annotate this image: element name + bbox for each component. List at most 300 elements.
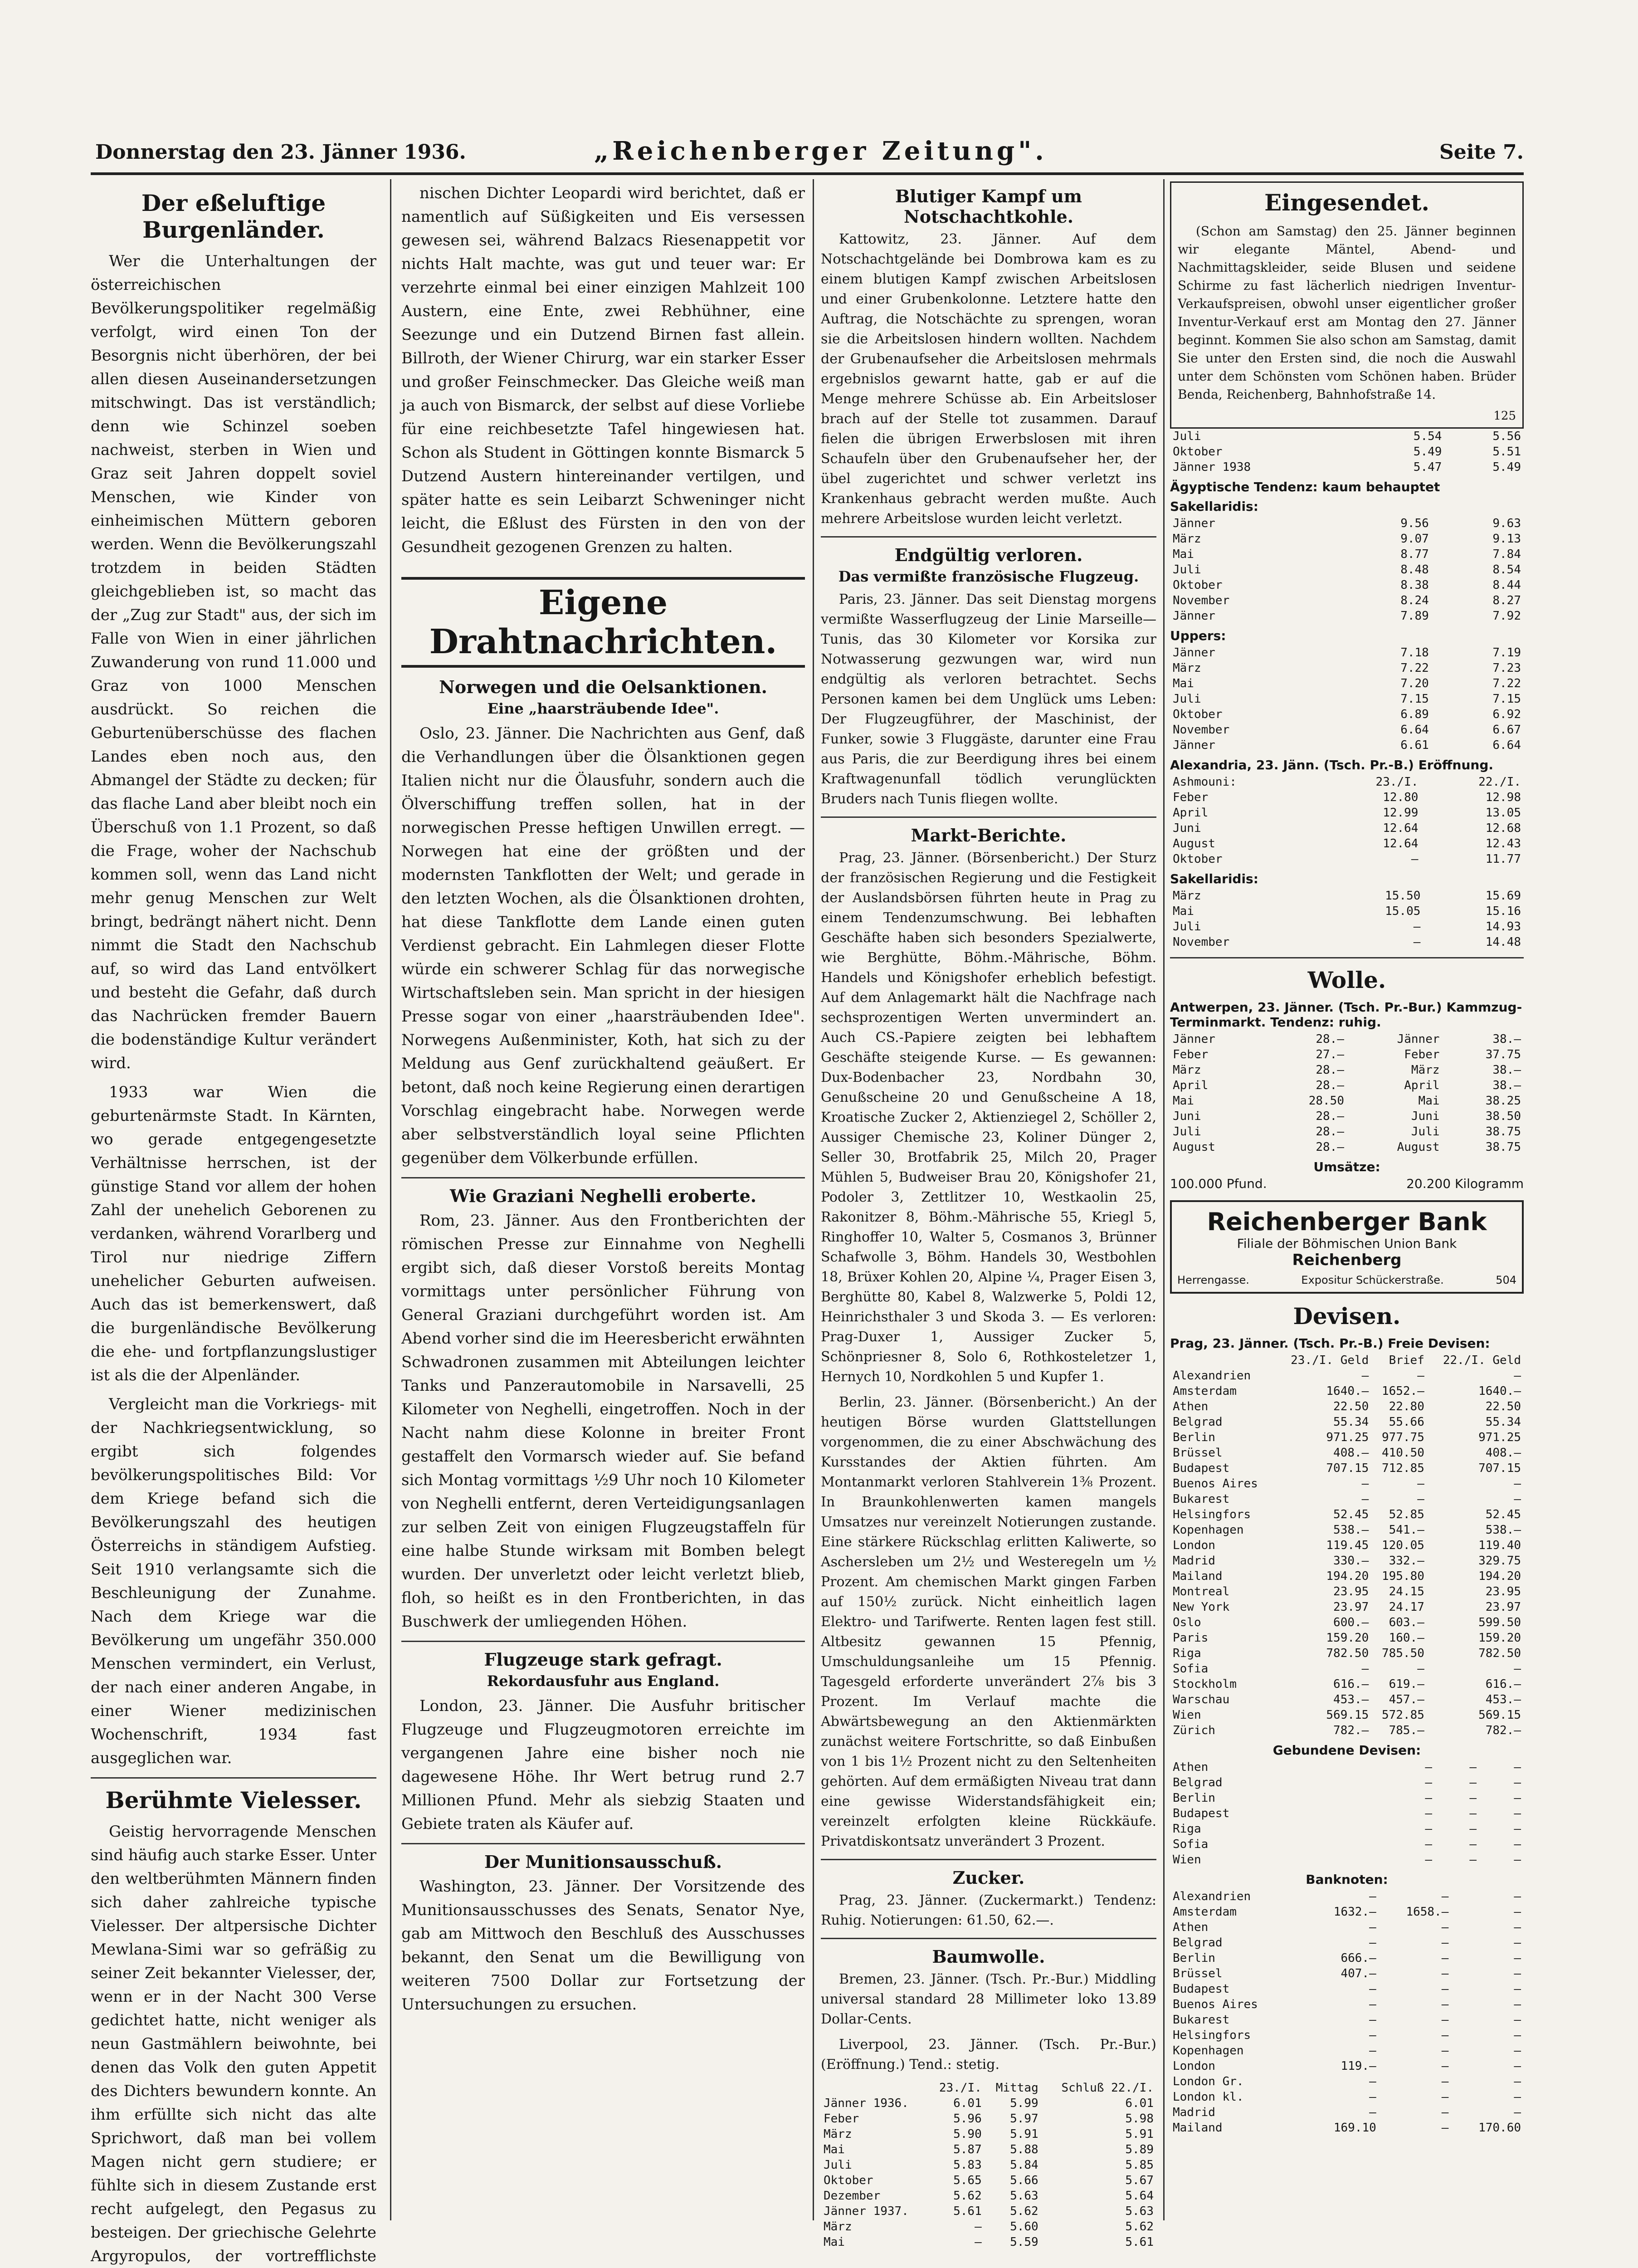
table-row: [1170, 1062, 1524, 1078]
table-cell: 7.23: [1492, 661, 1521, 675]
table-cell: 159.20: [1478, 1631, 1521, 1645]
ad-title: Reichenberger Bank: [1207, 1207, 1487, 1236]
table-row: [1170, 919, 1524, 934]
article-paragraph: Paris, 23. Jänner. Das seit Dienstag morgens vermißte Wasserflugzeug der Linie Marseille—Tunis, das 30 Kilometer vor Korsika zur Notwasserung gezwungen war, wird nun endgültig als verloren betrachtet. Sechs Personen kamen bei dem Unglück ums Leben: Der Flugzeugführer, der Maschinist, der Funker, sowie 3 Fluggäste, darunter eine Frau aus Paris, die zur Beerdigung ihres bei einem Kraftwagenunfall tödlich verunglückten Bruders nach Tunis fliegen wollte.: [821, 591, 1156, 807]
table-cell: 28.—: [1316, 1063, 1344, 1077]
table-row: [1170, 2105, 1524, 2120]
table-cell: —: [1369, 1982, 1376, 1996]
table-cell: 5.90: [953, 2127, 982, 2141]
table-row: [1170, 1646, 1524, 1661]
table-cell: 408.—: [1333, 1446, 1369, 1460]
table-cell: —: [1441, 1982, 1449, 1996]
eingesendet-text: (Schon am Samstag) den 25. Jänner beginnen wir elegante Mäntel, Abend- und Nachmittagskleider, seide Blusen und seidene Schirme zu fast lächerlich niedrigen Inventur-Verkaufspreisen, obwohl unser eigentlicher großer Inventur-Verkauf erst am Montag den 27. Jänner beginnt. Kommen Sie also schon am Samstag, damit Sie unter den Ersten sind, die noch die Auswahl unter dem Schönsten vom Schönen haben. Brüder Benda, Reichenberg, Bahnhofstraße 14.: [1178, 224, 1516, 402]
table-cell: 329.75: [1478, 1554, 1521, 1568]
cotton-row: [821, 2157, 1156, 2173]
table-cell: 23.95: [1333, 1585, 1369, 1598]
cotton-row: [821, 2234, 1156, 2250]
table-cell: Juni: [1173, 1110, 1201, 1123]
table-cell: Madrid: [1173, 1554, 1215, 1568]
egypt-header: Ägyptische Tendenz: kaum behauptet: [1170, 479, 1440, 494]
eingesendet-title: Eingesendet.: [1264, 189, 1429, 216]
column-divider: [1163, 179, 1165, 2220]
section-rule: [401, 1177, 805, 1178]
table-row: [1170, 1078, 1524, 1093]
article-title: Baumwolle.: [932, 1946, 1045, 1967]
article-title: Der Munitionsausschuß.: [484, 1852, 722, 1872]
table-cell: —: [1369, 2044, 1376, 2058]
table-cell: —: [1514, 1662, 1521, 1676]
table-cell: —: [1417, 1492, 1424, 1506]
table-cell: 977.75: [1381, 1431, 1424, 1444]
table-cell: 603.—: [1389, 1616, 1424, 1629]
table-cell: April: [1173, 806, 1209, 820]
table-cell: 1652.—: [1381, 1384, 1424, 1398]
table-row: [1170, 1047, 1524, 1062]
table-cell: Feber: [1173, 791, 1209, 804]
table-cell: 22.50: [1333, 1400, 1369, 1413]
table-cell: 6.01: [1125, 2097, 1154, 2110]
table-row: [1170, 1821, 1524, 1837]
table-cell: Berlin: [1173, 1791, 1215, 1805]
table-cell: 6.01: [953, 2097, 982, 2110]
table-cell: —: [1441, 1936, 1449, 1950]
wolle-footer: [1170, 1176, 1524, 1191]
table-row: [1170, 1692, 1524, 1707]
wolle-foot-right: 20.200 Kilogramm: [1406, 1176, 1524, 1191]
table-cell: 5.87: [953, 2143, 982, 2156]
table-cell: 12.43: [1485, 837, 1521, 850]
table-cell: Jänner: [1173, 646, 1215, 660]
bank-advertisement: [1170, 1200, 1524, 1294]
article-paragraph: nischen Dichter Leopardi wird berichtet, daß er namentlich auf Süßigkeiten und Eis versessen gewesen sei, während Balzacs Riesenappetit vor nichts Halt machte, was gut und teuer war: Er verzehrte einmal bei einer einzigen Mahlzeit 100 Austern, eine Ente, zwei Rebhühner, eine Seezunge und ein Dutzend Birnen fast allein. Billroth, der Wiener Chirurg, war ein starker Esser und großer Feinschmecker. Das Gleiche weiß man ja auch von Bismarck, der selbst auf diese Vorliebe für eine reichbesetzte Tafel hingewiesen hat. Schon als Student in Göttingen konnte Bismarck 5 Dutzend Austern hintereinander vertilgen, und später hatte es sein Leibarzt Schweninger nicht leicht, die Eßlust des Fürsten in den von der Gesundheit gezogenen Grenzen zu halten.: [401, 184, 805, 556]
table-cell: 6.92: [1492, 708, 1521, 721]
table-cell: Riga: [1173, 1822, 1201, 1836]
table-cell: 6.61: [1400, 738, 1429, 752]
table-cell: 14.93: [1485, 920, 1521, 934]
geb-header: Gebundene Devisen:: [1272, 1743, 1421, 1758]
table-row: [1170, 429, 1524, 444]
table-row: [1170, 1889, 1524, 1904]
table-cell: 6.64: [1492, 738, 1521, 752]
table-cell: 55.66: [1389, 1415, 1424, 1429]
table-cell: —: [1469, 1822, 1477, 1836]
table-cell: 5.47: [1413, 460, 1442, 474]
table-cell: 12.64: [1383, 837, 1419, 850]
table-row: [1170, 691, 1524, 707]
wolle-foot-left: 100.000 Pfund.: [1170, 1176, 1267, 1191]
table-cell: —: [1514, 2028, 1521, 2042]
table-cell: —: [1514, 2075, 1521, 2088]
table-cell: 410.50: [1381, 1446, 1424, 1460]
table-cell: 5.83: [953, 2158, 982, 2172]
table-cell: 453.—: [1485, 1693, 1521, 1706]
table-row: [1170, 1997, 1524, 2012]
table-cell: —: [1417, 1369, 1424, 1383]
table-cell: —: [1425, 1791, 1433, 1805]
table-cell: —: [1441, 1998, 1449, 2011]
section-rule: [1170, 957, 1524, 958]
table-row: [1170, 888, 1524, 904]
table-cell: 5.88: [1010, 2143, 1038, 2156]
table-cell: —: [1425, 1822, 1433, 1836]
cotton-row: [821, 2080, 1156, 2096]
article-paragraph: London, 23. Jänner. Die Ausfuhr britischer Flugzeuge und Flugzeugmotoren erreichte im vergangenen Jahre eine bisher noch nie dagewesene Höhe. Ihr Wert betrug rund 2.7 Millionen Pfund. Mehr als siebzig Staaten und Gebiete traten als Käufer auf.: [401, 1697, 805, 1833]
table-cell: Jänner: [1173, 517, 1215, 530]
table-row: [1170, 562, 1524, 577]
table-cell: —: [1514, 1905, 1521, 1919]
table-cell: —: [1369, 1998, 1376, 2011]
table-cell: 6.67: [1492, 723, 1521, 737]
table-cell: Kopenhagen: [1173, 1523, 1244, 1537]
table-cell: —: [1514, 1982, 1521, 1996]
table-cell: 5.61: [953, 2204, 982, 2218]
table-cell: 782.50: [1326, 1647, 1369, 1660]
table-cell: —: [1425, 1853, 1433, 1867]
table-cell: 8.77: [1400, 547, 1429, 561]
table-row: [1170, 1599, 1524, 1615]
table-cell: März: [1173, 532, 1201, 546]
table-cell: 11.77: [1485, 852, 1521, 866]
upper-header: Uppers:: [1170, 628, 1226, 643]
table-cell: 616.—: [1333, 1677, 1369, 1691]
ad-foot-right: Expositur Schückerstraße.: [1301, 1274, 1444, 1286]
table-cell: 38.75: [1485, 1140, 1521, 1154]
table-cell: Amsterdam: [1173, 1384, 1237, 1398]
table-cell: [1170, 1353, 1275, 1368]
table-cell: —: [1514, 1967, 1521, 1980]
table-cell: 616.—: [1485, 1677, 1521, 1691]
table-cell: Mai: [1173, 904, 1194, 918]
table-cell: —: [1514, 2059, 1521, 2073]
table-cell: 9.56: [1400, 517, 1429, 530]
table-cell: —: [1413, 935, 1421, 949]
table-cell: —: [1514, 1776, 1521, 1789]
table-cell: 5.62: [953, 2189, 982, 2203]
alex-table: [1170, 774, 1524, 867]
ad-city: Reichenberg: [1292, 1251, 1402, 1269]
table-cell: 7.15: [1492, 692, 1521, 706]
table-cell: 28.50: [1308, 1094, 1344, 1108]
table-cell: 666.—: [1341, 1951, 1376, 1965]
table-cell: August: [1173, 1140, 1215, 1154]
table-row: [1170, 1522, 1524, 1538]
table-cell: —: [1469, 1853, 1477, 1867]
table-cell: 23.97: [1333, 1600, 1369, 1614]
table-cell: —: [975, 2220, 982, 2234]
table-cell: 15.05: [1385, 904, 1421, 918]
table-cell: Zürich: [1173, 1724, 1215, 1737]
table-cell: Bukarest: [1173, 2013, 1230, 2027]
column-1: [91, 181, 376, 2265]
table-cell: 7.92: [1492, 609, 1521, 623]
table-cell: —: [1514, 1492, 1521, 1506]
table-cell: 453.—: [1333, 1693, 1369, 1706]
table-cell: 15.69: [1485, 889, 1521, 903]
table-cell: Juli: [1411, 1125, 1440, 1139]
table-cell: Oktober: [1173, 445, 1223, 459]
table-cell: Jänner: [1173, 738, 1215, 752]
table-cell: 8.54: [1492, 563, 1521, 577]
table-cell: 5.96: [953, 2112, 982, 2126]
table-cell: Berlin: [1173, 1951, 1215, 1965]
table-cell: 5.59: [1010, 2235, 1038, 2249]
table-cell: —: [1514, 1853, 1521, 1867]
banknoten-table: [1170, 1889, 1524, 2136]
table-cell: November: [1173, 594, 1230, 607]
table-row: [1170, 722, 1524, 738]
table-cell: —: [1441, 2028, 1449, 2042]
table-cell: —: [1514, 1477, 1521, 1491]
section-rule: [821, 1938, 1156, 1939]
table-row: [1170, 2012, 1524, 2028]
section-banner: Eigene Drahtnachrichten.: [401, 577, 805, 668]
header-page-number: Seite 7.: [1439, 141, 1524, 164]
table-cell: Schluß 22./I.: [1061, 2081, 1154, 2095]
article-paragraph: Oslo, 23. Jänner. Die Nachrichten aus Genf, daß die Verhandlungen über die Ölsanktionen gegen Italien nicht nur die Ölausfuhr, sondern auch die Ölverschiffung treffen sollen, hat in der norwegischen Presse heftigen Unwillen erregt. — Norwegen hat eine der größten und der modernsten Tankflotten der Welt; und gerade in den letzten Wochen, als die Ölsanktionen drohten, hat diese Tankflotte dem Lande einen guten Verdienst gebracht. Ein Lahmlegen dieser Flotte würde ein schwerer Schlag für das norwegische Wirtschaftsleben sein. Man spricht in der hiesigen Presse sogar von einer „haarsträubenden Idee". Norwegens Außenminister, Koth, hat sich zu der Meldung aus Genf zurückhaltend geäußert. Er betont, daß noch keine Regierung einen derartigen Vorschlag eingebracht habe. Norwegen werde aber selbstverständlich loyal seine Pflichten gegenüber dem Völkerbunde erfüllen.: [401, 724, 805, 1167]
table-cell: 159.20: [1326, 1631, 1369, 1645]
table-row: [1170, 790, 1524, 805]
table-cell: Wien: [1173, 1853, 1201, 1867]
table-cell: —: [1361, 1477, 1369, 1491]
table-cell: März: [1173, 889, 1201, 903]
table-row: [1170, 1630, 1524, 1646]
table-cell: 5.49: [1413, 445, 1442, 459]
table-cell: März: [1411, 1063, 1440, 1077]
table-cell: 7.18: [1400, 646, 1429, 660]
table-row: [1170, 1707, 1524, 1723]
table-cell: 28.—: [1316, 1110, 1344, 1123]
table-cell: 28.—: [1316, 1079, 1344, 1092]
table-cell: 38.—: [1492, 1063, 1521, 1077]
table-cell: —: [1514, 2044, 1521, 2058]
table-cell: —: [1469, 1760, 1477, 1774]
table-cell: 7.19: [1492, 646, 1521, 660]
table-cell: 9.07: [1400, 532, 1429, 546]
table-row: [1170, 2043, 1524, 2058]
table-row: [1170, 1806, 1524, 1821]
table-cell: April: [1404, 1079, 1440, 1092]
table-row: [1170, 1723, 1524, 1738]
table-cell: —: [1361, 1369, 1369, 1383]
table-cell: Paris: [1173, 1631, 1209, 1645]
table-row: [1170, 1981, 1524, 1997]
table-row: [1170, 805, 1524, 821]
table-cell: 569.15: [1326, 1708, 1369, 1722]
table-cell: —: [1369, 1936, 1376, 1950]
eingesendet-code: 125: [1493, 409, 1516, 423]
table-cell: Belgrad: [1173, 1415, 1223, 1429]
table-cell: Jänner: [1397, 1032, 1440, 1046]
table-cell: August: [1397, 1140, 1440, 1154]
table-cell: London: [1173, 1539, 1215, 1552]
table-cell: 119.45: [1326, 1539, 1369, 1552]
table-cell: —: [1369, 2028, 1376, 2042]
table-cell: 8.27: [1492, 594, 1521, 607]
article-paragraph: Geistig hervorragende Menschen sind häufig auch starke Esser. Unter den weltberühmten Männern finden sich daher zahlreiche typische Vielesser. Der altpersische Dichter Mewlana-Simi war so gefräßig zu seiner Zeit bekannter Vielesser, der, wenn er in der Nacht 300 Verse gedichtet hatte, nicht weniger als neun Gastmählern beiwohnte, bei denen das Volk den guten Appetit des Dichters bewundern konnte. An ihm erfüllte sich nicht das alte Sprichwort, daß man bei vollem Magen nicht gern studiere; er fühlte sich in diesem Zustande erst recht aufgelegt, den Pegasus zu besteigen. Der griechische Gelehrte Argyropulos, der vortrefflichste: [91, 1823, 376, 2265]
table-cell: —: [1411, 852, 1419, 866]
table-cell: Oktober: [1173, 578, 1223, 592]
table-cell: 37.75: [1485, 1048, 1521, 1061]
table-cell: —: [1441, 1921, 1449, 1934]
table-cell: [821, 2080, 928, 2096]
article-paragraph: Vergleicht man die Vorkriegs- mit der Nachkriegsentwicklung, so ergibt sich folgendes bevölkerungspolitisches Bild: Vor dem Kriege befand sich die Bevölkerungszahl des heutigen Österreichs in ständigem Aufstieg. Seit 1910 verlangsamte sich die Beschleunigung der Zunahme. Nach dem Kriege war die Bevölkerung um ungefähr 350.000 Menschen vermindert, ein Verlust, der nach einer anderen Angabe, in einer Wiener medizinischen Wochenschrift, 1934 fast ausgeglichen war.: [91, 1395, 376, 1767]
table-row: [1170, 1920, 1524, 1935]
table-cell: 785.—: [1389, 1724, 1424, 1737]
table-cell: 23.95: [1485, 1585, 1521, 1598]
table-cell: Mai: [1173, 677, 1194, 690]
table-cell: —: [1369, 2013, 1376, 2027]
table-cell: 5.85: [1125, 2158, 1154, 2172]
article-paragraph: Prag, 23. Jänner. (Börsenbericht.) Der Sturz der französischen Regierung und die Festigkeit der Auslandsbörsen führten heute in Prag zu einem Tendenzumschwung. Bei lebhaften Geschäfte haben sich besonders Spezialwerte, wie Berghütte, Böhm.-Mährische, Böhm. Handels und Königshofer erheblich befestigt. Auf dem Anlagemarkt hält die Nachfrage nach sechsprozentigen Werten unvermindert an. Auch CS.-Papiere zeigten bei lebhaftem Geschäfte steigende Kurse. — Es gewannen: Dux-Bodenbacher 23, Nordbahn 30, Genußscheine 20 und Genußscheine A 18, Kroatische Zucker 2, Aktienziegel 2, Schöller 2, Aussiger Chemische 23, Koliner Dünger 2, Seller 30, Brotfabrik 25, Milch 20, Prager Mühlen 5, Budweiser Brau 20, Königshofer 21, Podoler 3, Zettlitzer 10, Westkaolin 25, Rakonitzer 8, Böhm.-Mährische 55, Kriegl 5, Ringhoffer 10, Walter 5, Cosmanos 3, Brünner Schafwolle 3, Böhm. Handels 30, Westbohlen 18, Brüxer Kohlen 20, Alpine ¼, Prager Eisen 3, Berghütte 80, Kabel 8, Walzwerke 5, Poldi 12, Heinrichsthaler 3 und Skoda 3. — Es verloren: Prag-Duxer 1, Aussiger Zucker 5, Schönpriesner 8, Solo 6, Rothkosteletzer 1, Hernych 10, Nordkohlen 5 und Kupfer 1.: [821, 850, 1156, 1385]
table-cell: —: [1441, 2013, 1449, 2027]
table-header-row: [1170, 1353, 1524, 1368]
table-cell: 28.—: [1316, 1140, 1344, 1154]
table-cell: —: [1417, 1477, 1424, 1491]
table-cell: 538.—: [1333, 1523, 1369, 1537]
table-row: [1170, 459, 1524, 475]
wolle-umsatz: Umsätze:: [1313, 1159, 1380, 1174]
table-row: [1170, 676, 1524, 691]
article-paragraph: Rom, 23. Jänner. Aus den Frontberichten der römischen Presse zur Einnahme von Neghelli ergibt sich, daß dieser Vorstoß bereits Montag vormittags unter persönlicher Führung von General Graziani durchgeführt worden ist. Am Abend vorher sind die im Heeresbericht erwähnten Schwadronen zusammen mit Abteilungen leichter Tanks und Panzerautomobile in Narsavelli, 25 Kilometer von Neghelli, eingetroffen. Noch in der Nacht nahm diese Kolonne in breiter Front gestaffelt den Vormarsch wieder auf. Sie befand sich Montag vormittags ½9 Uhr noch 10 Kilometer von Neghelli entfernt, deren Verteidigungsanlagen zur selben Zeit von einigen Flugzeugstaffeln für eine halbe Stunde wirksam mit Bomben belegt wurden. Der unverletzt oder leicht verletzt blieb, floh, so heißt es in den Frontberichten, in das Buschwerk der umliegenden Höhen.: [401, 1212, 805, 1631]
table-cell: Budapest: [1173, 1807, 1230, 1820]
ad-foot-left: Herrengasse.: [1177, 1274, 1249, 1286]
table-cell: 5.97: [1010, 2112, 1038, 2126]
table-cell: Jänner 1936.: [824, 2097, 909, 2110]
section-rule: [401, 1641, 805, 1642]
table-cell: —: [1369, 1921, 1376, 1934]
table-cell: —: [1369, 2075, 1376, 2088]
table-cell: 15.50: [1385, 889, 1421, 903]
table-row: [1170, 738, 1524, 753]
table-cell: Budapest: [1173, 1461, 1230, 1475]
table-cell: 1632.—: [1333, 1905, 1376, 1919]
table-cell: Oslo: [1173, 1616, 1201, 1629]
table-cell: —: [1514, 1822, 1521, 1836]
table-cell: 1640.—: [1326, 1384, 1369, 1398]
devisen-header: Prag, 23. Jänner. (Tsch. Pr.-B.) Freie Devisen:: [1170, 1336, 1490, 1351]
article-paragraph: Bremen, 23. Jänner. (Tsch. Pr.-Bur.) Middling universal standard 28 Millimeter loko 13.89 Dollar-Cents.: [821, 1971, 1156, 2027]
table-row: [1170, 774, 1524, 790]
table-cell: Riga: [1173, 1647, 1201, 1660]
table-row: [1170, 1852, 1524, 1867]
table-row: [1170, 1139, 1524, 1155]
table-cell: Mai: [1418, 1094, 1440, 1108]
alex-header: Alexandria, 23. Jänn. (Tsch. Pr.-B.) Eröffnung.: [1170, 758, 1494, 772]
section-rule: [821, 1859, 1156, 1860]
table-cell: —: [1369, 2106, 1376, 2119]
table-cell: Juli: [1173, 1125, 1201, 1139]
table-cell: 194.20: [1326, 1569, 1369, 1583]
table-row: [1170, 1399, 1524, 1414]
table-cell: —: [1361, 1492, 1369, 1506]
table-cell: 5.84: [1010, 2158, 1038, 2172]
alex-sak-header: Sakellaridis:: [1170, 871, 1258, 886]
table-cell: 38.50: [1485, 1110, 1521, 1123]
table-cell: London: [1173, 2059, 1215, 2073]
alex-sak-table: [1170, 888, 1524, 950]
table-row: [1170, 1368, 1524, 1383]
article-title: Der eßeluftige Burgenländer.: [141, 190, 326, 243]
table-cell: Oktober: [1173, 852, 1223, 866]
cotton-row: [821, 2126, 1156, 2142]
table-row: [1170, 593, 1524, 608]
devisen-table: [1170, 1353, 1524, 1738]
table-cell: —: [1514, 2090, 1521, 2104]
table-cell: 7.20: [1400, 677, 1429, 690]
table-cell: 9.63: [1492, 517, 1521, 530]
table-cell: 7.15: [1400, 692, 1429, 706]
table-cell: 52.45: [1333, 1508, 1369, 1521]
table-cell: 5.49: [1492, 460, 1521, 474]
table-cell: Juli: [1173, 692, 1201, 706]
table-row: [1170, 444, 1524, 459]
table-cell: —: [1425, 1807, 1433, 1820]
table-cell: 12.99: [1383, 806, 1419, 820]
header-paper-title: „Reichenberger Zeitung".: [594, 136, 1048, 166]
table-cell: Dezember: [824, 2189, 881, 2203]
table-row: [1170, 1677, 1524, 1692]
table-cell: 782.50: [1478, 1647, 1521, 1660]
table-cell: 5.89: [1125, 2143, 1154, 2156]
sak-table: [1170, 516, 1524, 624]
article-paragraph: Kattowitz, 23. Jänner. Auf dem Notschachtgelände bei Dombrowa kam es zu einem blutigen Kampf zwischen Arbeitslosen und einer Grubenkolonne. Letztere hatte den Auftrag, die Notschächte zu sprengen, woran sie die Arbeitslosen hindern wollten. Nachdem der Grubenaufseher die Arbeitslosen mehrmals ergebnislos gewarnt hatte, gab er auf die Menge mehrere Schüsse ab. Ein Arbeitsloser brach auf der Stelle tot zusammen. Darauf fielen die übrigen Erwerbslosen mit ihren Schaufeln über den Grubenaufseher her, der übel zugerichtet und schwer verletzt ins Krankenhaus gebracht werden mußte. Auch mehrere Arbeitslose wurden leicht verletzt.: [821, 231, 1156, 527]
table-row: [1170, 1760, 1524, 1775]
table-cell: Berlin: [1173, 1431, 1215, 1444]
table-cell: März: [824, 2127, 852, 2141]
table-cell: 194.20: [1478, 1569, 1521, 1583]
table-cell: 5.62: [1010, 2204, 1038, 2218]
table-cell: 27.—: [1316, 1048, 1344, 1061]
table-cell: 12.68: [1485, 821, 1521, 835]
table-cell: 707.15: [1478, 1461, 1521, 1475]
wolle-title: Wolle.: [1307, 967, 1386, 993]
table-cell: 6.89: [1400, 708, 1429, 721]
cotton-row: [821, 2111, 1156, 2126]
table-cell: —: [1514, 1369, 1521, 1383]
table-cell: —: [1441, 1890, 1449, 1903]
table-cell: Juli: [1173, 920, 1201, 934]
ad-subtitle: Filiale der Böhmischen Union Bank: [1237, 1236, 1457, 1251]
table-cell: Athen: [1173, 1400, 1209, 1413]
table-cell: —: [1514, 1998, 1521, 2011]
table-cell: März: [1173, 661, 1201, 675]
wolle-table: [1170, 1031, 1524, 1155]
table-cell: —: [1469, 1791, 1477, 1805]
table-cell: 13.05: [1485, 806, 1521, 820]
table-row: [1170, 707, 1524, 722]
table-cell: —: [1369, 1890, 1376, 1903]
article-paragraph: 1933 war Wien die geburtenärmste Stadt. In Kärnten, wo gerade entgegengesetzte Verhältnisse herrschen, ist der günstige Stand vor allem der hohen Zahl der unehelich Geborenen zu verdanken, während Vorarlberg und Tirol nur niedrige Ziffern unehelicher Geburten aufweisen. Auch das ist bemerkenswert, daß die burgenländische Bevölkerung die ehe- und fortpflanzungslustiger ist als die der Alpenländer.: [91, 1083, 376, 1384]
table-cell: 28.—: [1316, 1125, 1344, 1139]
table-cell: —: [975, 2235, 982, 2249]
table-row: [1170, 1569, 1524, 1584]
table-cell: Mai: [1173, 547, 1194, 561]
table-cell: 15.16: [1485, 904, 1521, 918]
table-cell: 619.—: [1389, 1677, 1424, 1691]
table-cell: April: [1173, 1079, 1209, 1092]
table-cell: 572.85: [1381, 1708, 1424, 1722]
table-cell: 52.85: [1389, 1508, 1424, 1521]
table-cell: November: [1173, 935, 1230, 949]
column-2: [401, 181, 805, 2232]
table-cell: Brüssel: [1173, 1967, 1223, 1980]
table-cell: 12.80: [1383, 791, 1419, 804]
table-cell: Brüssel: [1173, 1446, 1223, 1460]
table-cell: Mailand: [1173, 1569, 1223, 1583]
wolle-header: Antwerpen, 23. Jänner. (Tsch. Pr.-Bur.) Kammzug-Terminmarkt. Tendenz: ruhig.: [1170, 1000, 1522, 1030]
table-cell: November: [1173, 723, 1230, 737]
table-cell: 24.15: [1389, 1585, 1424, 1598]
